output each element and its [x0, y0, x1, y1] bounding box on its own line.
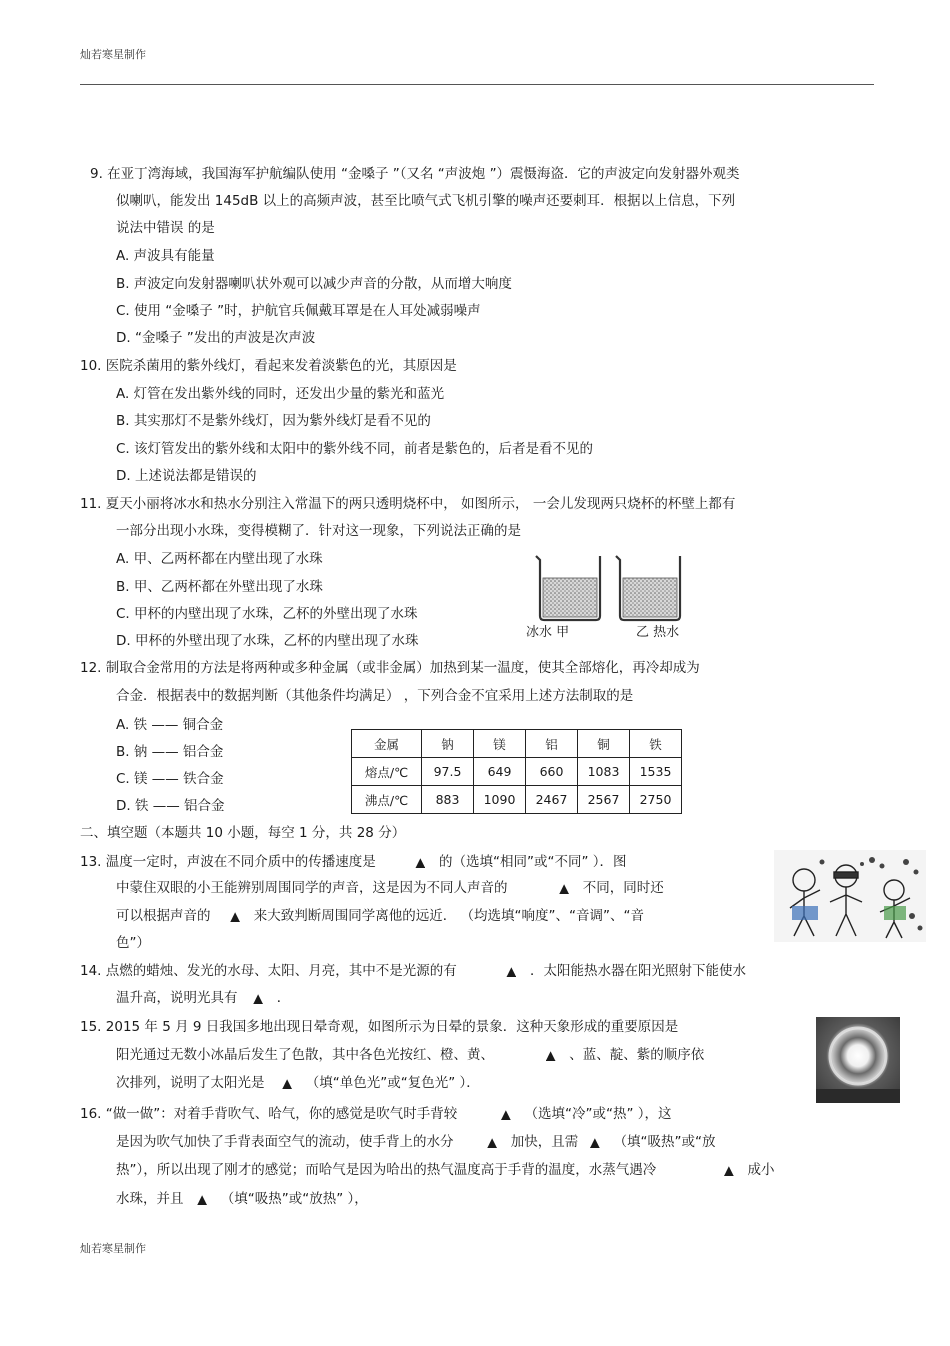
q15-text: 、蓝、靛、紫的顺序依: [569, 1047, 705, 1063]
q10-option-d: D. 上述说法都是错误的: [116, 468, 257, 484]
answer-blank[interactable]: ▲: [487, 1135, 497, 1149]
q14-line2: [116, 989, 290, 1007]
table-cell: 2467: [526, 786, 578, 814]
q9-option-d: D. “金嗓子 ”发出的声波是次声波: [116, 330, 316, 346]
table-cell: 2567: [578, 786, 630, 814]
q11-option-b: B. 甲、乙两杯都在外壁出现了水珠: [116, 579, 323, 595]
beaker-figure: [526, 548, 708, 648]
q16-text: 是因为吹气加快了手背表面空气的流动，使手背上的水分: [116, 1134, 454, 1150]
table-cell: 1083: [578, 758, 630, 786]
q10-option-b: B. 其实那灯不是紫外线灯，因为紫外线灯是看不见的: [116, 413, 431, 429]
solar-halo-photo: [816, 1017, 900, 1103]
answer-blank[interactable]: ▲: [282, 1076, 292, 1090]
answer-blank[interactable]: ▲: [501, 1107, 511, 1121]
table-cell: 2750: [630, 786, 682, 814]
answer-blank[interactable]: ▲: [415, 855, 425, 869]
q16-line3: [116, 1161, 774, 1179]
q13-text: 不同，同时还: [582, 880, 664, 896]
q9-option-b: B. 声波定向发射器喇叭状外观可以减少声音的分散，从而增大响度: [116, 276, 512, 292]
table-cell: 97.5: [422, 758, 474, 786]
q12-option-d: D. 铁 —— 铝合金: [116, 798, 225, 814]
answer-blank[interactable]: ▲: [230, 909, 240, 923]
q15-text: 阳光通过无数小冰晶后发生了色散，其中各色光按红、橙、黄、: [116, 1047, 494, 1063]
q9-option-a: A. 声波具有能量: [116, 248, 215, 264]
q12-line2: 合金．根据表中的数据判断（其他条件均满足） ，下列合金不宜采用上述方法制取的是: [116, 688, 634, 704]
beaker-label-hot: 乙 热水: [636, 625, 680, 640]
q16-text: （填“吸热”或“放: [613, 1134, 716, 1150]
beaker-label-ice: 冰水 甲: [526, 625, 570, 640]
answer-blank[interactable]: ▲: [546, 1048, 556, 1062]
q16-text: （选填“冷”或“热” ），这: [524, 1106, 672, 1122]
q10-option-a: A. 灯管在发出紫外线的同时，还发出少量的紫光和蓝光: [116, 386, 445, 402]
q12-option-b: B. 钠 —— 铝合金: [116, 744, 224, 760]
q15-text: 次排列，说明了太阳光是: [116, 1075, 265, 1091]
q12-line1: 12. 制取合金常用的方法是将两种或多种金属（或非金属）加热到某一温度，使其全部熔化，再冷却成为: [80, 660, 700, 676]
table-cell: 铁: [630, 730, 682, 758]
q14-text: 温升高，说明光具有: [116, 990, 238, 1006]
table-cell: 金属: [352, 730, 422, 758]
table-cell: 镁: [474, 730, 526, 758]
q9-line2: 似喇叭，能发出 145dB 以上的高频声波，甚至比喷气式飞机引擎的噪声还要刺耳．根据以上信息，下列: [116, 193, 736, 209]
q16-text: 热”），所以出现了刚才的感觉；而哈气是因为哈出的热气温度高于手背的温度，水蒸气遇冷: [116, 1162, 657, 1178]
answer-blank[interactable]: ▲: [253, 991, 263, 1005]
q13-line2: [116, 879, 664, 897]
answer-blank[interactable]: ▲: [724, 1163, 734, 1177]
q15-text: （填“单色光”或“复色光” ）．: [305, 1075, 480, 1091]
table-cell: 1090: [474, 786, 526, 814]
halo-image: [816, 1017, 900, 1103]
answer-blank[interactable]: ▲: [590, 1135, 600, 1149]
q11-line1: 11. 夏天小丽将冰水和热水分别注入常温下的两只透明烧杯中， 如图所示， 一会儿发现两只烧杯的杯壁上都有: [80, 496, 736, 512]
q13-line3: [116, 907, 644, 925]
page-header: 灿若寒星制作: [80, 48, 146, 61]
q11-option-c: C. 甲杯的内壁出现了水珠，乙杯的外壁出现了水珠: [116, 606, 418, 622]
answer-blank[interactable]: ▲: [506, 964, 516, 978]
section-title: 二、填空题（本题共 10 小题，每空 1 分，共 28 分）: [80, 825, 406, 841]
table-cell: 钠: [422, 730, 474, 758]
q10-option-c: C. 该灯管发出的紫外线和太阳中的紫外线不同，前者是紫色的，后者是看不见的: [116, 441, 594, 457]
q11-option-a: A. 甲、乙两杯都在内壁出现了水珠: [116, 551, 323, 567]
q11-option-d: D. 甲杯的外壁出现了水珠，乙杯的内壁出现了水珠: [116, 633, 419, 649]
q10-line1: 10. 医院杀菌用的紫外线灯，看起来发着淡紫色的光，其原因是: [80, 358, 457, 374]
q9-option-c: C. 使用 “金嗓子 ”时，护航官兵佩戴耳罩是在人耳处减弱噪声: [116, 303, 481, 319]
table-cell: 铜: [578, 730, 630, 758]
q16-line4: [116, 1190, 368, 1208]
answer-blank[interactable]: ▲: [559, 881, 569, 895]
children-illustration: [774, 850, 926, 942]
q12-option-a: A. 铁 —— 铜合金: [116, 717, 224, 733]
q16-text: （填“吸热”或“放热” ），: [220, 1191, 368, 1207]
q9-line3: 说法中错误 的是: [116, 220, 215, 236]
q15-line3: [116, 1074, 480, 1092]
table-row: [352, 786, 682, 814]
q15-line2: [116, 1046, 704, 1064]
table-cell: 883: [422, 786, 474, 814]
table-cell: 1535: [630, 758, 682, 786]
q14-text: 14. 点燃的蜡烛、发光的水母、太阳、月亮，其中不是光源的有: [80, 963, 457, 979]
q9-line1: 9. 在亚丁湾海域，我国海军护航编队使用 “金嗓子 ”（又名 “声波炮 ”）震慑海盗．它的声波定向发射器外观类: [90, 166, 740, 182]
blindfold-game-picture: [774, 850, 926, 942]
q14-line1: [80, 962, 746, 980]
answer-blank[interactable]: ▲: [197, 1192, 207, 1206]
metal-properties-table: [351, 729, 682, 814]
q15-line1: 15. 2015 年 5 月 9 日我国多地出现日晕奇观，如图所示为日晕的景象．这种天象形成的重要原因是: [80, 1019, 679, 1035]
table-cell: 649: [474, 758, 526, 786]
table-cell: 沸点/℃: [352, 786, 422, 814]
q16-text: 加快，且需: [510, 1134, 579, 1150]
q11-line2: 一部分出现小水珠，变得模糊了．针对这一现象，下列说法正确的是: [116, 523, 521, 539]
q16-line1: [80, 1105, 672, 1123]
q13-text: 13. 温度一定时，声波在不同介质中的传播速度是: [80, 854, 376, 870]
q16-text: 水珠，并且: [116, 1191, 184, 1207]
q13-text: 可以根据声音的: [116, 908, 211, 924]
table-cell: 660: [526, 758, 578, 786]
q16-text: 成小: [747, 1162, 775, 1178]
page-footer: 灿若寒星制作: [80, 1242, 146, 1255]
table-header-row: [352, 730, 682, 758]
q13-text: 的（选填“相同”或“不同” ）．图: [439, 854, 627, 870]
q16-text: 16. “做一做”：对着手背吹气、哈气，你的感觉是吹气时手背较: [80, 1106, 458, 1122]
q13-text: 来大致判断周围同学离他的远近． （均选填“响度”、“音调”、“音: [253, 908, 644, 924]
q13-text: 中蒙住双眼的小王能辨别周围同学的声音，这是因为不同人声音的: [116, 880, 508, 896]
q14-text: ．: [276, 990, 291, 1006]
table-row: [352, 758, 682, 786]
q14-text: ．太阳能热水器在阳光照射下能使水: [530, 963, 746, 979]
table-cell: 熔点/℃: [352, 758, 422, 786]
q13-line4: 色”）: [116, 935, 150, 951]
q13-line1: [80, 853, 627, 871]
q12-option-c: C. 镁 —— 铁合金: [116, 771, 224, 787]
q16-line2: [116, 1133, 715, 1151]
header-divider: [80, 84, 874, 85]
table-cell: 铝: [526, 730, 578, 758]
